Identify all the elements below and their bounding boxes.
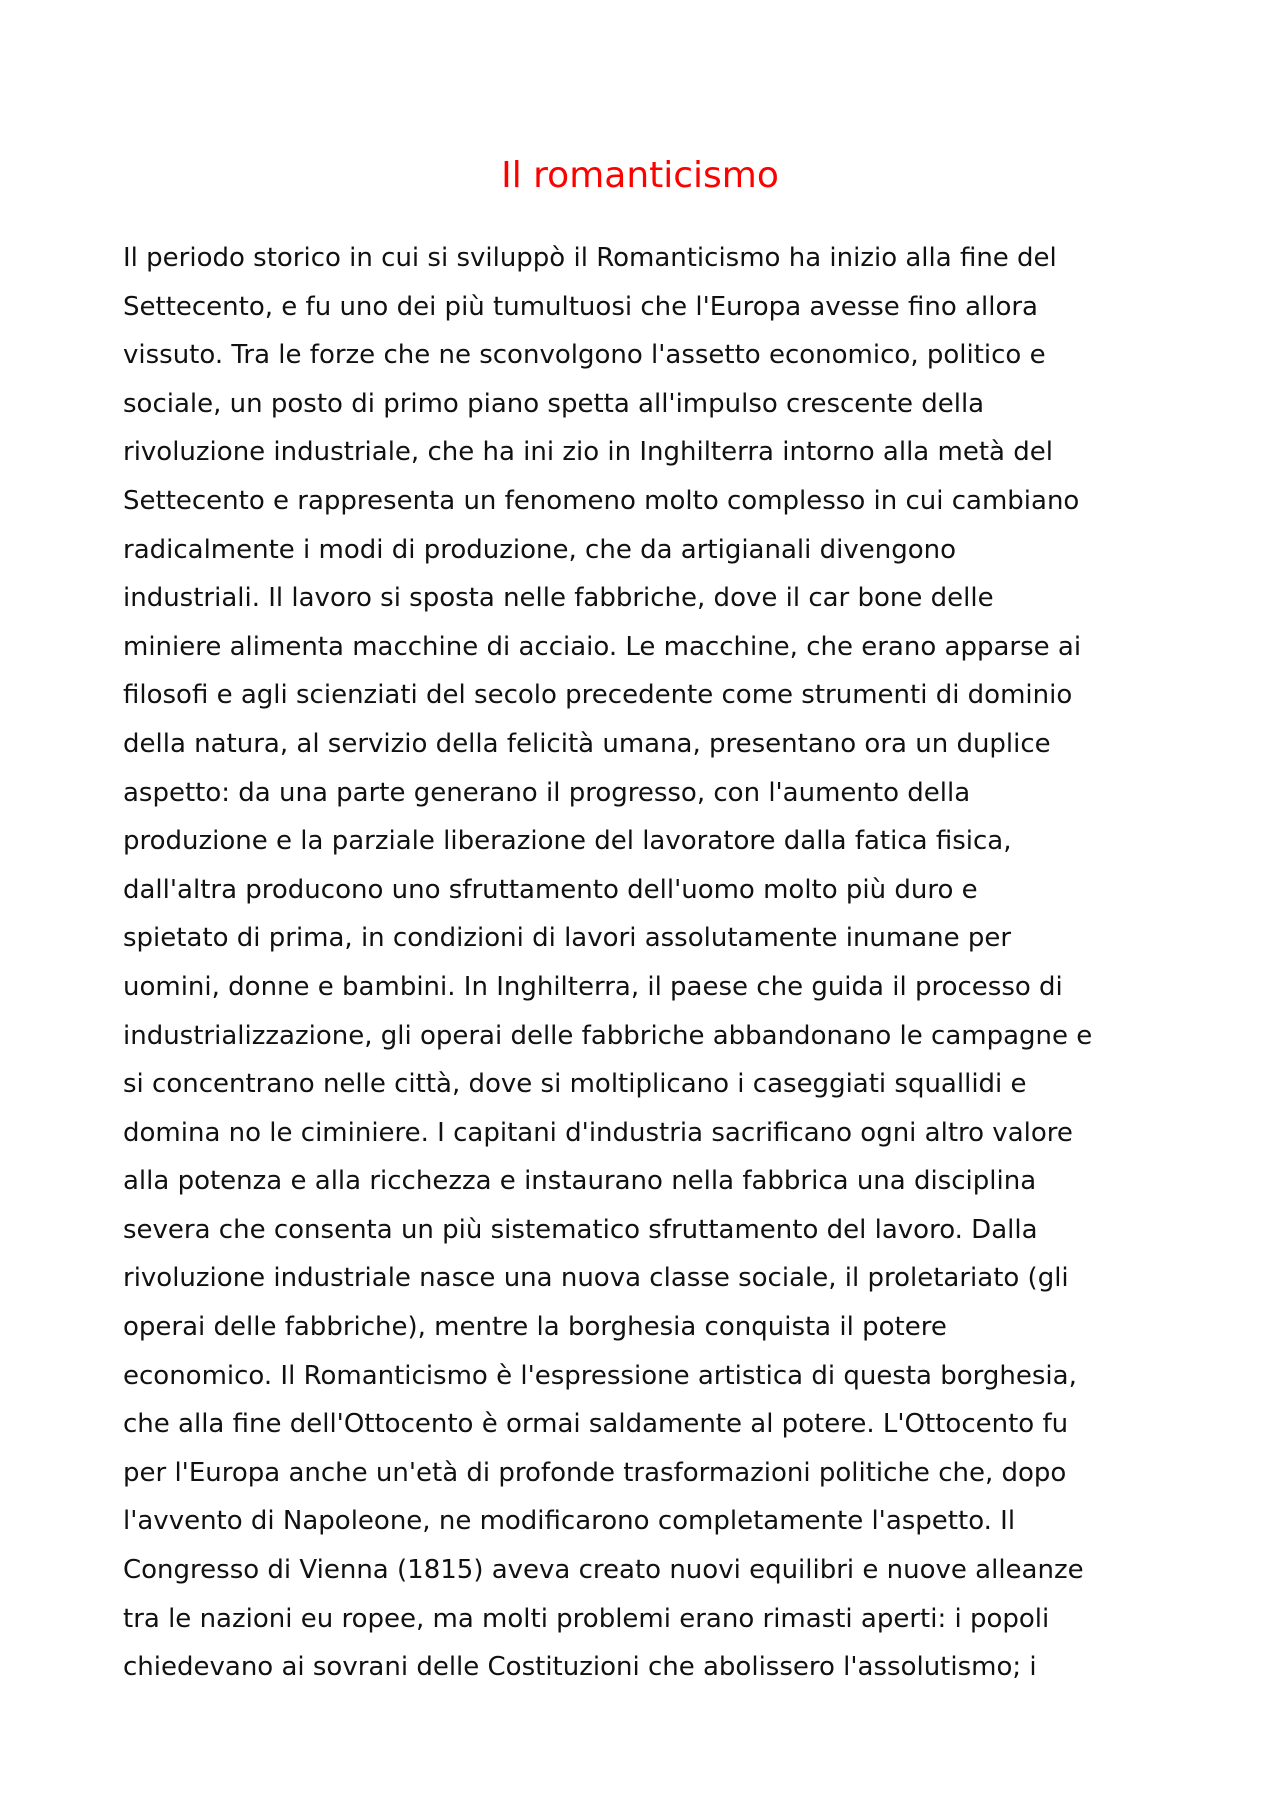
body-line: industriali. Il lavoro si sposta nelle fabbriche, dove il car bone delle — [123, 583, 994, 614]
body-line: vissuto. Tra le forze che ne sconvolgono l'assetto economico, politico e — [123, 340, 1046, 371]
body-line: sociale, un posto di primo piano spetta all'impulso crescente della — [123, 388, 985, 419]
body-line: spietato di prima, in condizioni di lavori assolutamente inumane per — [123, 923, 1012, 954]
body-line: per l'Europa anche un'età di profonde trasformazioni politiche che, dopo — [123, 1457, 1067, 1488]
body-line: si concentrano nelle città, dove si moltiplicano i caseggiati squallidi e — [123, 1069, 1027, 1100]
body-line: severa che consenta un più sistematico sfruttamento del lavoro. Dalla — [123, 1214, 1038, 1245]
body-line: tra le nazioni eu ropee, ma molti problemi erano rimasti aperti: i popoli — [123, 1603, 1050, 1634]
body-line: uomini, donne e bambini. In Inghilterra, il paese che guida il processo di — [123, 971, 1063, 1002]
body-line: alla potenza e alla ricchezza e instaurano nella fabbrica una disciplina — [123, 1166, 1037, 1197]
body-line: produzione e la parziale liberazione del lavoratore dalla fatica fisica, — [123, 826, 1012, 857]
body-line: domina no le ciminiere. I capitani d'industria sacrificano ogni altro valore — [123, 1117, 1073, 1148]
body-line: economico. Il Romanticismo è l'espressione artistica di questa borghesia, — [123, 1360, 1077, 1391]
body-line: industrializzazione, gli operai delle fabbriche abbandonano le campagne e — [123, 1020, 1093, 1051]
body-line: Settecento, e fu uno dei più tumultuosi che l'Europa avesse fino allora — [123, 291, 1038, 322]
document-body — [123, 234, 1183, 1692]
body-line: chiedevano ai sovrani delle Costituzioni che abolissero l'assolutismo; i — [123, 1652, 1037, 1683]
body-line: Congresso di Vienna (1815) aveva creato nuovi equilibri e nuove alleanze — [123, 1555, 1084, 1586]
body-line: miniere alimenta macchine di acciaio. Le macchine, che erano apparse ai — [123, 631, 1082, 662]
body-line: radicalmente i modi di produzione, che da artigianali divengono — [123, 534, 957, 565]
body-line: che alla fine dell'Ottocento è ormai saldamente al potere. L'Ottocento fu — [123, 1409, 1069, 1440]
body-line: dall'altra producono uno sfruttamento dell'uomo molto più duro e — [123, 874, 978, 905]
body-line: aspetto: da una parte generano il progresso, con l'aumento della — [123, 777, 971, 808]
document-title: Il romanticismo — [501, 155, 779, 196]
body-line: l'avvento di Napoleone, ne modificarono completamente l'aspetto. Il — [123, 1506, 1016, 1537]
body-line: operai delle fabbriche), mentre la borghesia conquista il potere — [123, 1312, 947, 1343]
body-line: Settecento e rappresenta un fenomeno molto complesso in cui cambiano — [123, 485, 1080, 516]
body-line: della natura, al servizio della felicità umana, presentano ora un duplice — [123, 728, 1051, 759]
body-line: filosofi e agli scienziati del secolo precedente come strumenti di dominio — [123, 680, 1073, 711]
body-line: rivoluzione industriale, che ha ini zio in Inghilterra intorno alla metà del — [123, 437, 1053, 468]
body-line: Il periodo storico in cui si sviluppò il Romanticismo ha inizio alla fine del — [123, 243, 1057, 273]
body-line: rivoluzione industriale nasce una nuova classe sociale, il proletariato (gli — [123, 1263, 1069, 1294]
